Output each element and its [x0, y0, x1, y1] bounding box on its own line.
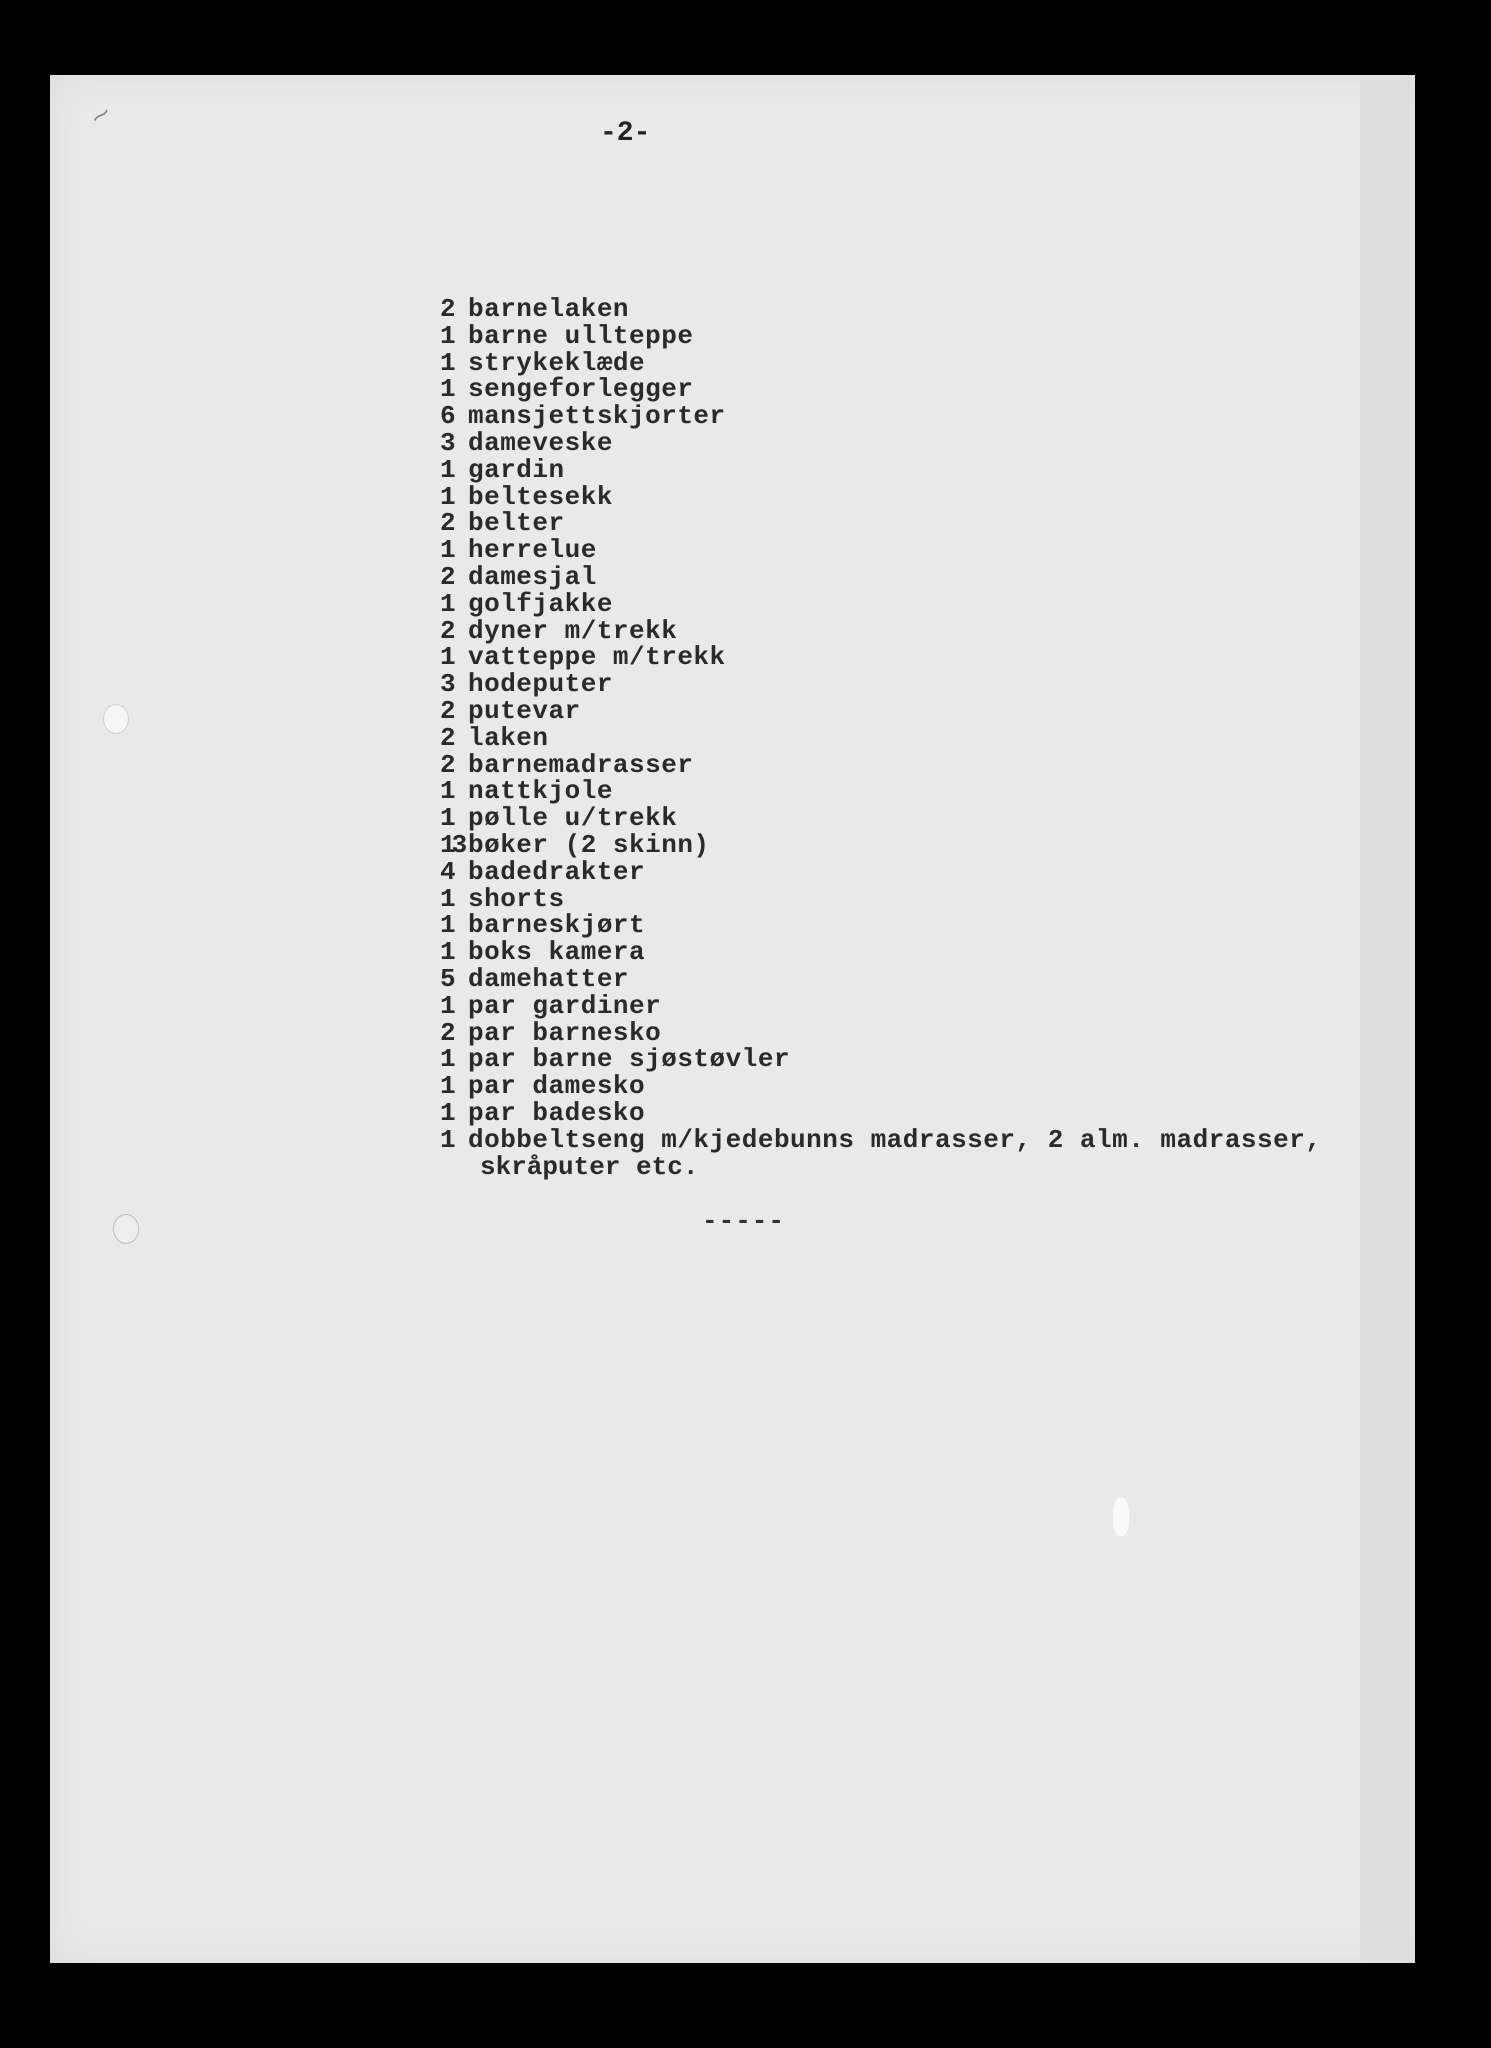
item-description: hodeputer — [468, 669, 613, 700]
list-item — [440, 1124, 1322, 1155]
item-description: dameveske — [468, 427, 613, 458]
item-description: beltesekk — [468, 481, 613, 512]
item-description: pølle u/trekk — [468, 803, 678, 834]
item-description: putevar — [468, 695, 581, 726]
item-description: nattkjole — [468, 776, 613, 807]
item-description: strykeklæde — [468, 347, 646, 378]
item-description: damehatter — [468, 963, 630, 994]
item-description: gardin — [468, 454, 565, 485]
item-quantity: 2 — [440, 615, 457, 646]
page-edge — [1360, 80, 1410, 1960]
list-item — [440, 403, 1321, 430]
list-item — [440, 454, 1321, 485]
list-item — [440, 1046, 1321, 1073]
item-quantity: 1 — [440, 588, 457, 619]
list-item — [440, 883, 1321, 914]
list-item — [440, 376, 1321, 403]
list-item — [440, 296, 1321, 323]
list-item — [440, 749, 1321, 780]
item-description: damesjal — [468, 561, 597, 592]
item-quantity: 1 — [440, 481, 457, 512]
item-quantity: 3 — [440, 669, 457, 700]
list-item-continuation: skråputer etc. — [480, 1151, 699, 1182]
list-item — [440, 320, 1321, 351]
item-description: boks kamera — [468, 937, 646, 968]
list-item — [440, 1097, 1321, 1128]
item-quantity: 1 — [440, 642, 457, 673]
item-description: mansjettskjorter — [468, 401, 726, 432]
item-quantity: 2 — [440, 294, 457, 324]
item-quantity: 2 — [440, 1017, 457, 1048]
item-quantity: 1 — [440, 910, 457, 941]
list-item — [440, 671, 1321, 698]
list-item — [440, 805, 1321, 832]
item-description: golfjakke — [468, 588, 613, 619]
item-quantity: 13 — [440, 829, 464, 860]
pencil-mark: ⁓ — [87, 101, 115, 130]
item-description: par barnesko — [468, 1017, 662, 1048]
item-description: badedrakter — [468, 856, 646, 887]
item-quantity: 1 — [440, 535, 457, 566]
item-quantity: 2 — [440, 722, 457, 753]
list-item — [440, 510, 1321, 537]
punch-hole — [103, 704, 129, 734]
item-quantity: 1 — [440, 347, 457, 378]
list-item — [440, 829, 1321, 860]
item-description: par barne sjøstøvler — [468, 1044, 791, 1075]
item-quantity: 1 — [440, 1097, 457, 1128]
punch-hole — [113, 1214, 139, 1244]
list-item — [440, 695, 1321, 726]
item-description: barne ullteppe — [468, 320, 694, 351]
list-item — [440, 722, 1321, 753]
list-item — [440, 990, 1321, 1021]
list-item — [440, 644, 1321, 671]
end-mark: ----- — [702, 1206, 786, 1236]
item-quantity: 1 — [440, 776, 457, 807]
list-item — [440, 1073, 1321, 1100]
item-description: sengeforlegger — [468, 374, 694, 405]
item-description: barnelaken — [468, 294, 630, 324]
item-quantity: 1 — [440, 1071, 457, 1102]
item-quantity: 1 — [440, 454, 457, 485]
list-item — [440, 347, 1321, 378]
item-quantity: 1 — [440, 990, 457, 1021]
item-quantity: 1 — [440, 937, 457, 968]
item-quantity: 1 — [440, 320, 457, 351]
item-description: dobbeltseng m/kjedebunns madrasser, 2 alm. madrasser, — [468, 1124, 1322, 1155]
list-item — [440, 615, 1321, 646]
item-quantity: 1 — [440, 1124, 457, 1155]
item-quantity: 1 — [440, 883, 457, 914]
list-item — [440, 537, 1321, 564]
item-description: herrelue — [468, 535, 597, 566]
list-item — [440, 778, 1321, 805]
item-quantity: 2 — [440, 561, 457, 592]
item-description: belter — [468, 508, 565, 539]
item-quantity: 2 — [440, 508, 457, 539]
item-description: par badesko — [468, 1097, 646, 1128]
item-description: barneskjørt — [468, 910, 646, 941]
page-number: -2- — [600, 118, 651, 149]
item-quantity: 2 — [440, 695, 457, 726]
item-description: vatteppe m/trekk — [468, 642, 726, 673]
item-quantity: 1 — [440, 1044, 457, 1075]
list-item — [440, 1017, 1321, 1048]
list-item — [440, 427, 1321, 458]
item-quantity: 1 — [440, 374, 457, 405]
item-description: par damesko — [468, 1071, 646, 1102]
list-item — [440, 939, 1321, 966]
item-quantity: 2 — [440, 749, 457, 780]
list-item — [440, 856, 1321, 887]
item-quantity: 1 — [440, 803, 457, 834]
item-description: barnemadrasser — [468, 749, 694, 780]
list-item — [440, 588, 1321, 619]
item-description: bøker (2 skinn) — [468, 829, 710, 860]
item-description: dyner m/trekk — [468, 615, 678, 646]
item-quantity: 4 — [440, 856, 457, 887]
paper-smudge — [1113, 1498, 1129, 1536]
item-description: shorts — [468, 883, 565, 914]
list-item — [440, 481, 1321, 512]
item-description: par gardiner — [468, 990, 662, 1021]
list-item — [440, 561, 1321, 592]
item-quantity: 5 — [440, 963, 457, 994]
list-item — [440, 912, 1321, 939]
item-description: laken — [468, 722, 549, 753]
inventory-list — [440, 296, 1321, 1180]
list-item — [440, 963, 1321, 994]
item-quantity: 6 — [440, 401, 457, 432]
item-quantity: 3 — [440, 427, 457, 458]
